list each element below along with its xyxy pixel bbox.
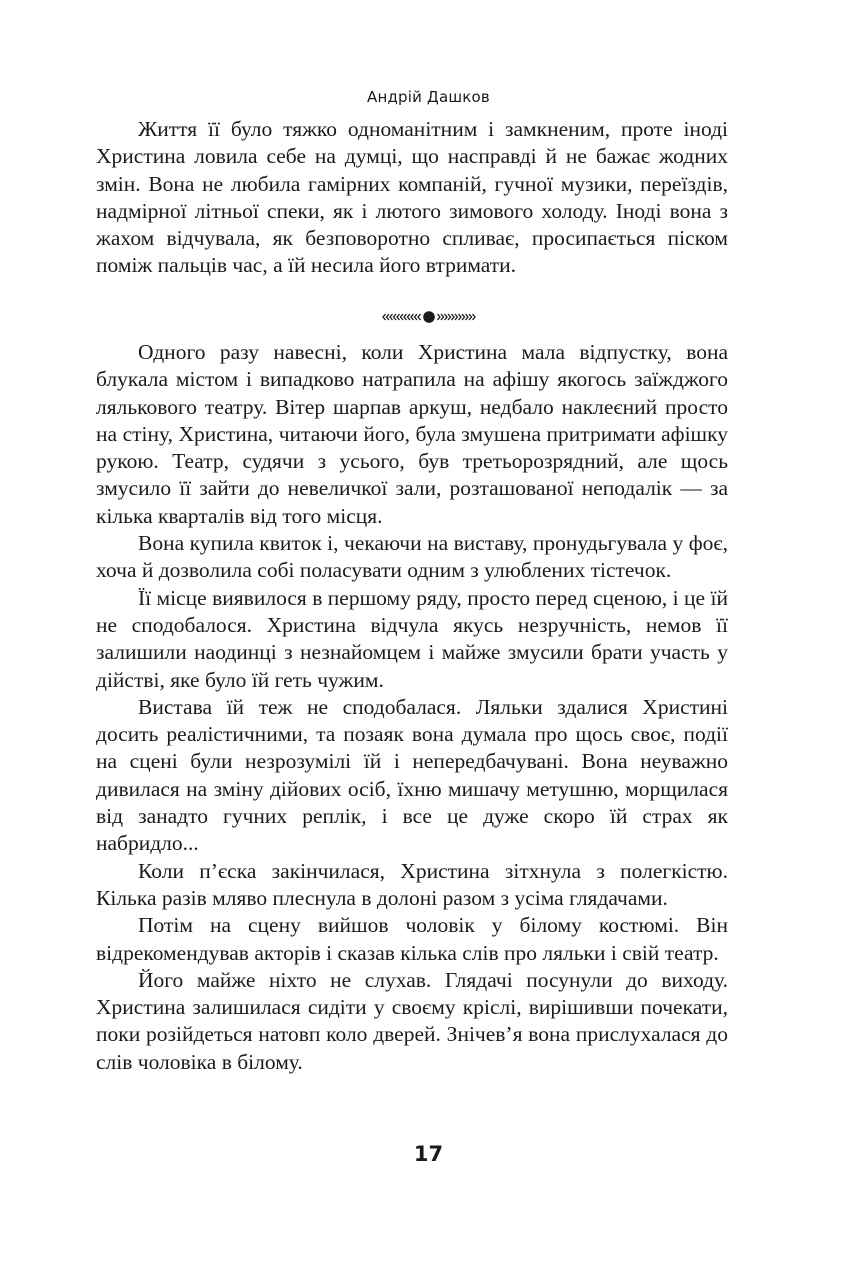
paragraph: Життя її було тяжко одноманітним і замкненим, проте іноді Христина ловила себе на думці, що насправді й не бажає жодних змін. Вона не любила гамірних компаній, гучної музики, переїздів, надмірної літньої спеки, як і лютого зимового холоду. Іноді вона з жахом відчувала, як безповоротно спливає, просипається піском поміж пальців час, а їй несила його втримати. — [96, 117, 728, 278]
paragraph: Вона купила квиток і, чекаючи на виставу, пронудьгувала у фоє, хоча й дозволила собі поласувати одним з улюблених тістечок. — [96, 531, 728, 583]
section-break-ornament-icon — [381, 310, 477, 324]
paragraph: Одного разу навесні, коли Христина мала відпустку, вона блукала містом і випадково натрапила на афішу якогось заїжджого лялькового театру. Вітер шарпав аркуш, недбало наклеєний просто на стіну, Христина, читаючи його, була змушена притримати афішку рукою. Театр, судячи з усього, був третьорозрядний, але щось змусило її зайти до невеличкої зали, розташованої неподалік — за кілька кварталів від того місця. — [96, 340, 728, 528]
text-block-after-break — [96, 339, 728, 1076]
running-head-author: Андрій Дашков — [367, 88, 490, 106]
paragraph: Коли п’єска закінчилася, Христина зітхнула з полегкістю. Кілька разів мляво плеснула в долоні разом з усіма глядачами. — [96, 858, 728, 910]
section-break — [0, 307, 857, 327]
page-number: 17 — [413, 1142, 444, 1166]
paragraph: Потім на сцену вийшов чоловік у білому костюмі. Він відрекомендував акторів і сказав кілька слів про ляльки і свій театр. — [96, 913, 728, 965]
text-block-before-break — [96, 116, 728, 280]
paragraph: Його майже ніхто не слухав. Глядачі посунули до виходу. Христина залишилася сидіти у своєму кріслі, вирішивши почекати, поки розійдеться натовп коло дверей. Знічев’я вона прислухалася до слів чоловіка в білому. — [96, 967, 728, 1074]
paragraph: Вистава їй теж не сподобалася. Ляльки здалися Христині досить реалістичними, та позаяк вона думала про щось своє, події на сцені були незрозумілі їй і непередбачувані. Вона неуважно дивилася на зміну дійових осіб, їхню мишачу метушню, морщилася від занадто гучних реплік, і все це дуже скоро їй страх як набридло... — [96, 694, 728, 856]
paragraph: Її місце виявилося в першому ряду, просто перед сценою, і це їй не сподобалося. Христина відчула якусь незручність, немов її залишили наодинці з незнайомцем і майже змусили брати участь у дійстві, яке було їй геть чужим. — [96, 585, 728, 692]
